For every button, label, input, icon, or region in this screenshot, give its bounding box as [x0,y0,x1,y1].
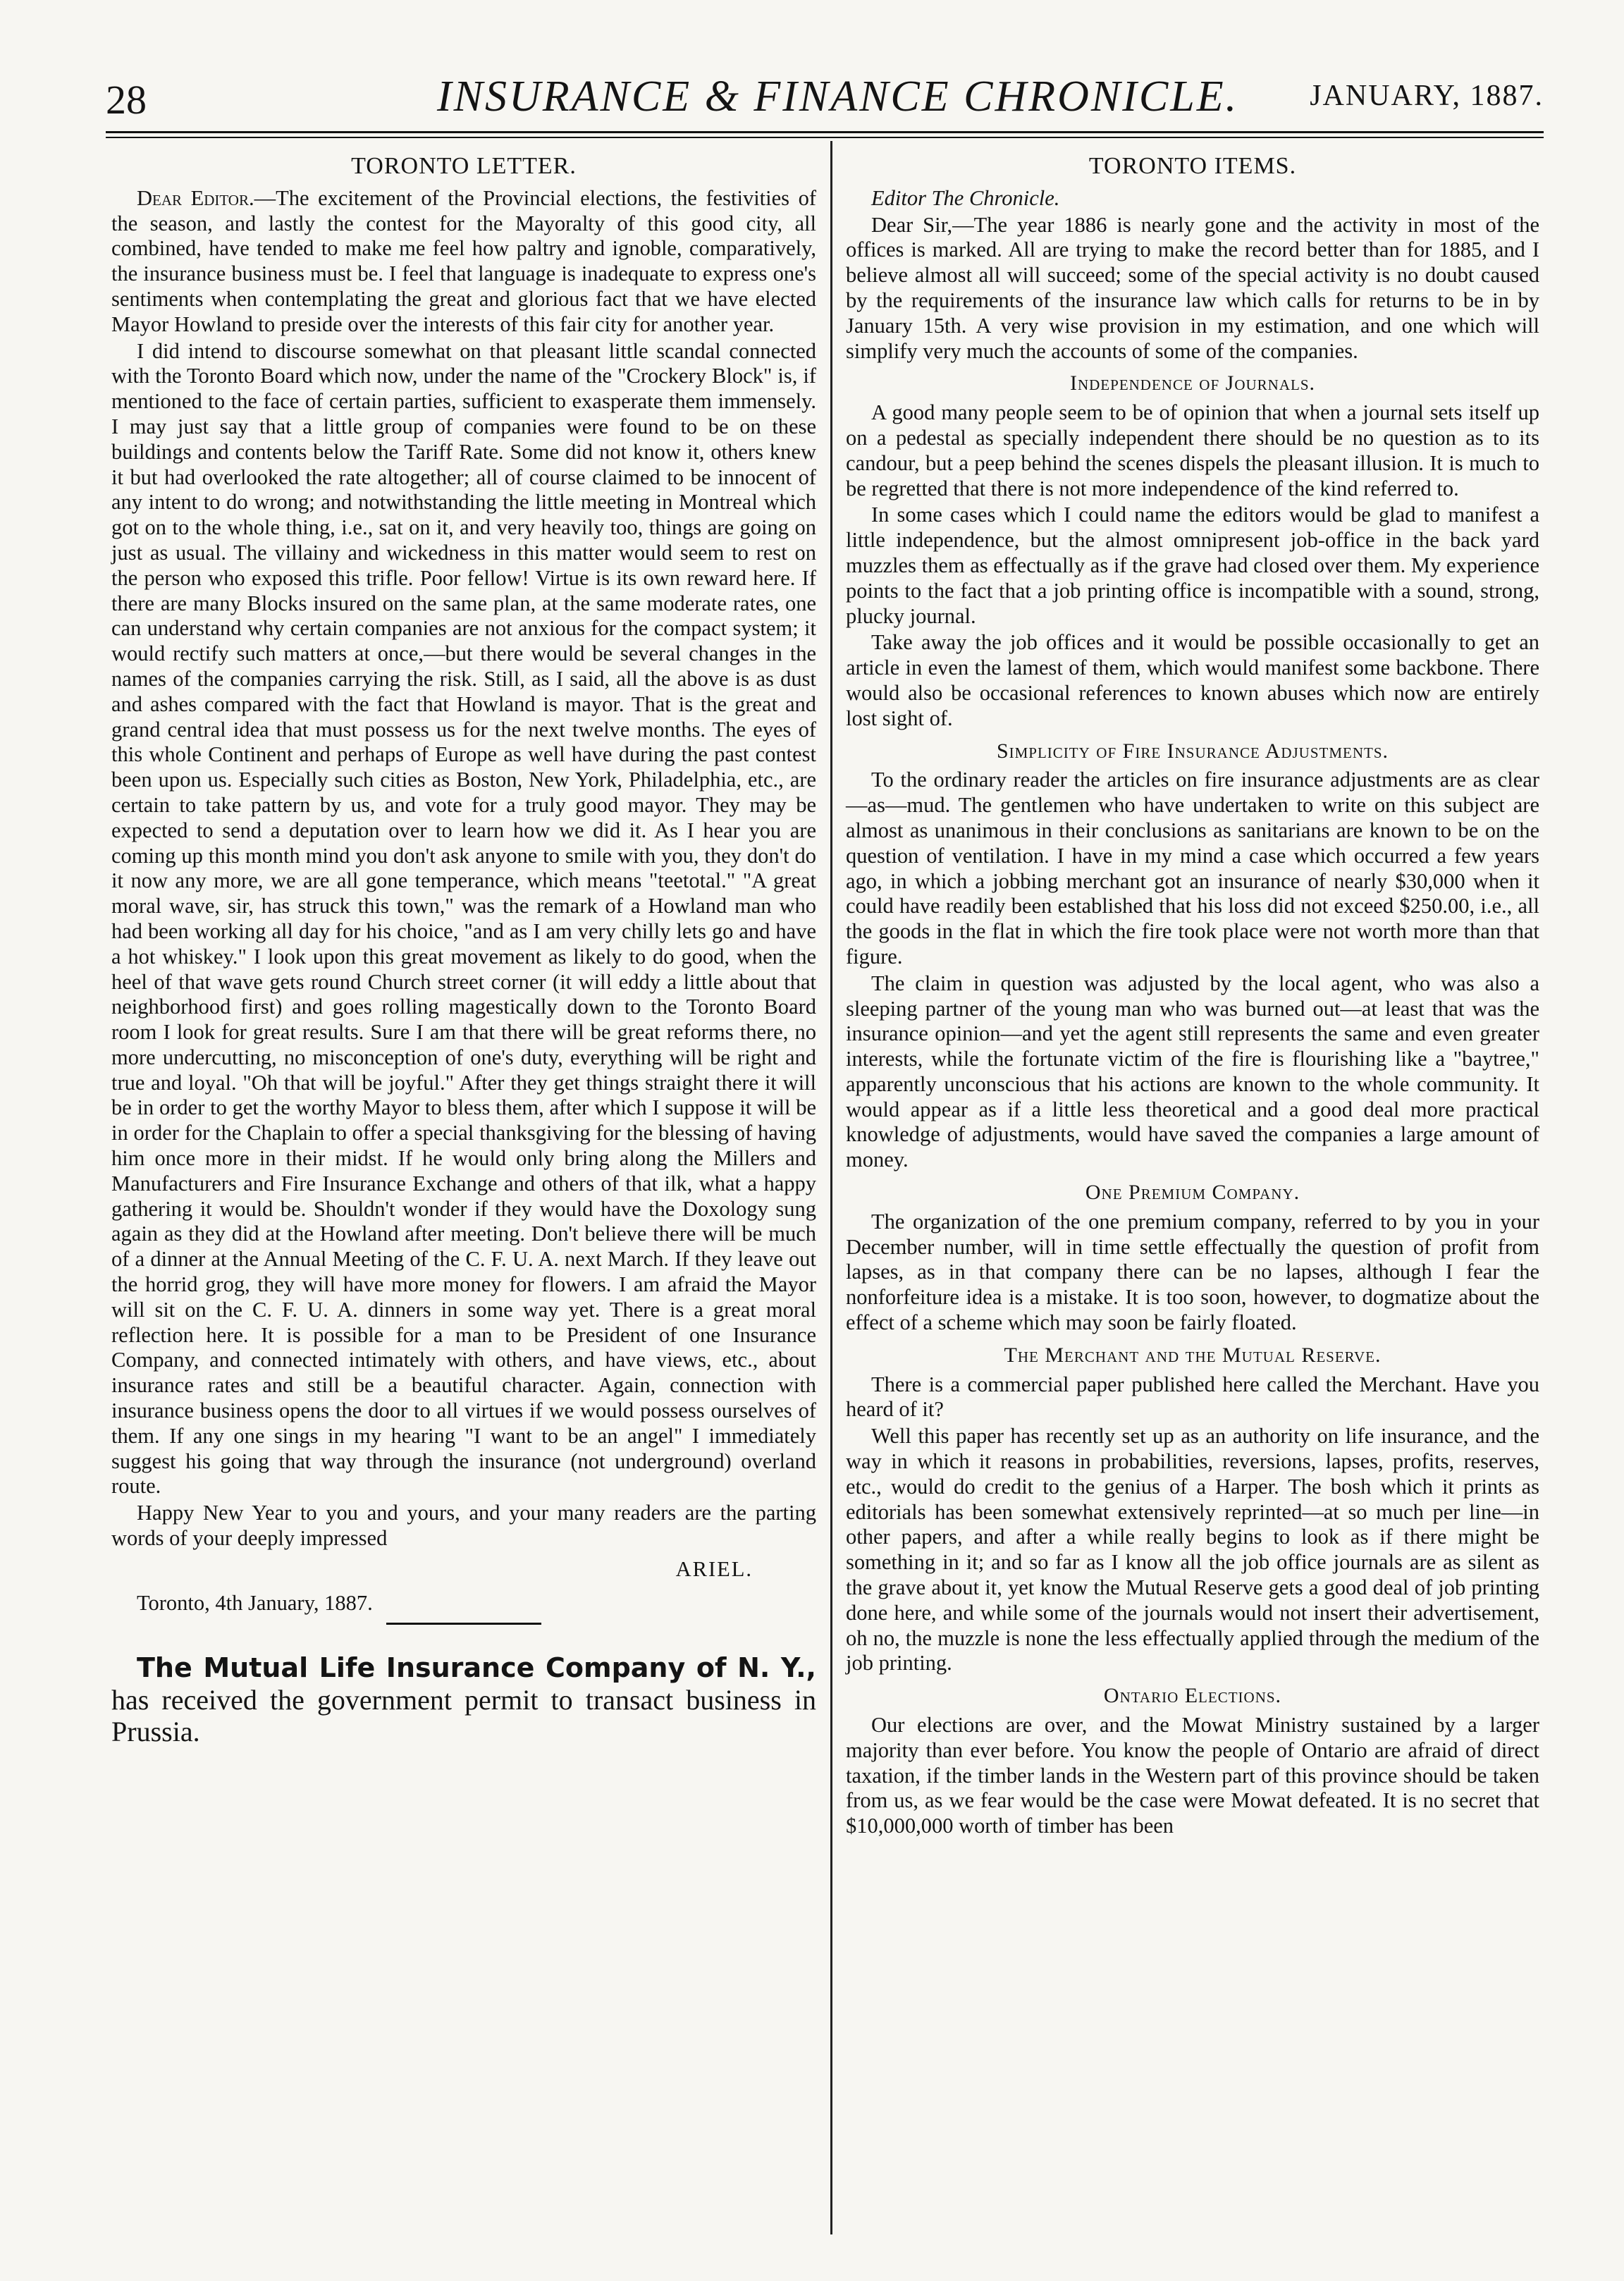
article-title-toronto-letter: TORONTO LETTER. [351,153,577,179]
header-rule-secondary [106,137,1544,138]
page-number: 28 [106,77,147,123]
items-address: Editor The Chronicle. [871,185,1060,210]
heading-one-premium-company: One Premium Company. [1085,1181,1300,1205]
section-separator [386,1623,541,1625]
left-column [111,149,816,1749]
header-rule [106,131,1544,133]
section-paragraph: A good many people seem to be of opinion that when a journal sets itself up on a pedestal as specially independent there should be no question as to its candour, but a peep behind the scenes dispels the pleasant illusion. It is much to be regretted that there is not more independence of the kind referred to. [846,400,1539,500]
section-paragraph: Take away the job offices and it would be possible occasionally to get an article in even the lamest of them, which would manifest some backbone. There would also be occasional references to known abuses which now are entirely lost sight of. [846,630,1539,730]
heading-merchant-mutual-reserve: The Merchant and the Mutual Reserve. [1004,1343,1382,1367]
article-title-toronto-items: TORONTO ITEMS. [1088,153,1297,179]
section-paragraph: The claim in question was adjusted by the local agent, who was also a sleeping partner of the young man who was burned out—at least that was the insurance opinion—and yet the agent still represents the same and even greater interests, while the fortunate victim of the fire is flourishing like a "baytree," apparently unconscious that his actions are known to the whole community. It would appear as if a little less theoretical and a good deal more practical knowledge of adjustments, would have saved the companies a large amount of money. [846,971,1539,1172]
section-paragraph: To the ordinary reader the articles on fire insurance adjustments are as clear—as—mud. The gentlemen who have undertaken to write on this subject are almost as unanimous in their conclusions as sanitarians are known to be on the question of ventilation. I have in my mind a case which occurred a few years ago, in which a jobbing merchant got an insurance of nearly $30,000 when it could have readily been established that his loss did not exceed $250.00, i.e., all the goods in the flat in which the fire took place were not worth more than that figure. [846,768,1539,969]
letter-signature: ARIEL. [675,1556,753,1581]
masthead-title: INSURANCE & FINANCE CHRONICLE. [437,73,1239,121]
notice-lead: The Mutual Life Insurance Company of N. Y., [137,1652,816,1684]
section-paragraph: The organization of the one premium company, referred to by you in your December number, will in time settle effectually the question of profit from lapses, as in that company there can be no lapses, although I fear the nonforfeiture idea is a mistake. It is too soon, however, to dogmatize about the effect of a scheme which may soon be fairly floated. [846,1209,1539,1335]
notice-text: has received the government permit to transact business in Prussia. [111,1684,816,1748]
heading-ontario-elections: Ontario Elections. [1103,1684,1282,1708]
column-divider [830,141,832,2234]
issue-date: JANUARY, 1887. [1310,80,1544,112]
section-paragraph: Our elections are over, and the Mowat Ministry sustained by a larger majority than ever before. You know the people of Ontario are afraid of direct taxation, if the timber lands in the Western part of this province should be taken from us, as we fear would be the case were Mowat defeated. It is no secret that $10,000,000 worth of timber has been [846,1713,1539,1838]
section-paragraph: Well this paper has recently set up as an authority on life insurance, and the way in which it reasons in probabilities, reversions, lapses, profits, reserves, etc., would do credit to the genius of a Harper. The bosh which it prints as editorials has been somewhat extensively reprinted—at so much per line—in other papers, and after a while really begins to look as if there might be something in it; and so far as I know all the job office journals are as silent as the grave about it, yet know the Mutual Reserve gets a good deal of job printing done here, and while some of the journals would not insert their advertisement, oh no, the muzzle is none the less effectually applied through the medium of the job printing. [846,1424,1539,1676]
heading-independence-of-journals: Independence of Journals. [1069,371,1315,395]
letter-paragraph-1 [111,186,816,338]
letter-dateline: Toronto, 4th January, 1887. [137,1590,373,1615]
mutual-life-notice [111,1652,816,1747]
heading-fire-insurance-adjustments: Simplicity of Fire Insurance Adjustments. [996,739,1389,763]
right-column [846,149,1539,1840]
page-header [106,68,1544,131]
section-paragraph: In some cases which I could name the editors would be glad to manifest a little independence, but the almost omnipresent job-office in the back yard muzzles them as effectually as if the grave had closed over them. My experience points to the fact that a job printing office is incompatible with a sound, strong, plucky journal. [846,503,1539,628]
letter-salutation: Dear Editor. [137,185,254,210]
letter-paragraph-1-text: —The excitement of the Provincial elections, the festivities of the season, and lastly the contest for the Mayoralty of this good city, all combined, have tended to make me feel how paltry and ignoble, comparatively, the insurance business must be. I feel that language is inadequate to express one's sentiments when contemplating the great and glorious fact that we have elected Mayor Howland to preside over the interests of this fair city for another year. [111,185,816,336]
items-intro: Dear Sir,—The year 1886 is nearly gone and the activity in most of the offices is marked. All are trying to make the record better than for 1885, and I believe almost all will succeed; some of the special activity is no doubt caused by the requirements of the insurance law which calls for returns to be in by January 15th. A very wise provision in my estimation, and one which will simplify very much the accounts of some of the companies. [846,212,1539,363]
letter-paragraph-2: I did intend to discourse somewhat on that pleasant little scandal connected with the Toronto Board which now, under the name of the "Crockery Block" is, if mentioned to the face of certain parties, sufficient to exasperate them immensely. I may just say that a little group of companies were found to be on these buildings and contents below the Tariff Rate. Some did not know it, others knew it but had overlooked the rate altogether; all of course claimed to be innocent of any intent to do wrong; and notwithstanding the little meeting in Montreal which got on to the whole thing, i.e., sat on it, and very heavily too, things are going on just as usual. The villainy and wickedness in this matter would seem to rest on the person who exposed this trifle. Poor fellow! Virtue is its own reward here. If there are many Blocks insured on the same plan, at the same moderate rates, one can understand why certain companies are not anxious for the compact system; it would rectify such matters at once,—but there would be several changes in the names of the companies carrying the risk. Still, as I said, all the above is as dust and ashes compared with the fact that Howland is mayor. That is the great and grand central idea that must possess us for the next twelve months. The eyes of this whole Continent and perhaps of Europe as well have during the past contest been upon us. Especially such cities as Boston, New York, Philadelphia, etc., are certain to take pattern by us, and vote for a truly good mayor. They may be expected to send a deputation over to learn how we did it. As I hear you are coming up this month mind you don't ask anyone to smile with you, they don't do it now any more, we are all gone temperance, which means "teetotal." "A great moral wave, sir, has struck this town," was the remark of a Howland man who had been working all day for his choice, "and as I am very chilly lets go and have a hot whiskey." I look upon this great movement as likely to do good, when the heel of that wave gets round Church street corner (it will eddy a little about that neighborhood first) and goes rolling magestically down to the Toronto Board room I look for great results. Sure I am that there will be great reforms there, no more undercutting, no misconception of one's duty, everything will be right and true and loyal. "Oh that will be joyful." After they get things straight there it will be in order to get the worthy Mayor to bless them, after which I suppose it will be in order for the Chaplain to offer a special thanksgiving for the blessing of having him once more in their midst. If he would only bring along the Millers and Manufacturers and Fire Insurance Exchange and others of that ilk, what a happy gathering it would be. Shouldn't wonder if they would have the Doxology sung again as they did at the Howland after meeting. Don't believe there will be much of a dinner at the Annual Meeting of the C. F. U. A. next March. If they leave out the horrid grog, they will have more money for flowers. I am afraid the Mayor will sit on the C. F. U. A. dinners in some way yet. There is a great moral reflection here. It is possible for a man to be President of one Insurance Company, and connected intimately with others, and have views, etc., about insurance rates and still be a beautiful character. Again, connection with insurance business opens the door to all virtues if we would possess ourselves of them. If any one sings in my hearing "I want to be an angel" I immediately suggest his going that way through the insurance (not underground) overland route. [111,338,816,1499]
section-paragraph: There is a commercial paper published here called the Merchant. Have you heard of it? [846,1372,1539,1422]
letter-paragraph-3: Happy New Year to you and yours, and your many readers are the parting words of your deeply impressed [111,1501,816,1551]
